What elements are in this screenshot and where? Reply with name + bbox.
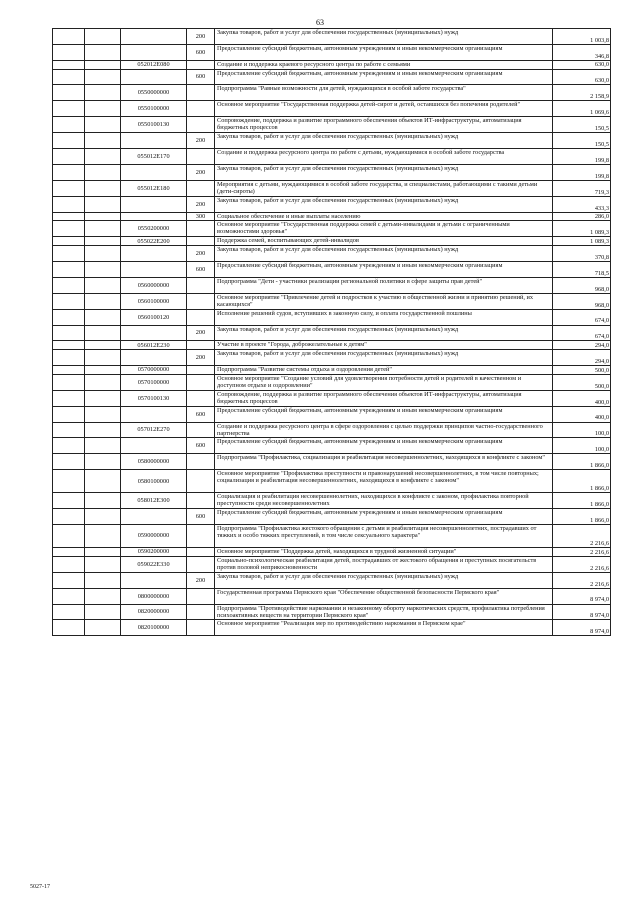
table-row [53, 29, 611, 45]
amount-cell: 2 216,6 [553, 525, 611, 548]
target-code-cell [121, 133, 187, 149]
blank-cell [85, 29, 121, 45]
expense-type-cell: 600 [187, 44, 215, 60]
description-cell: Социализация и реабилитация несовершеннолетних, находящихся в конфликте с законом, профилактика повторной преступности среди несовершеннолетних [215, 493, 553, 509]
amount-cell: 346,8 [553, 44, 611, 60]
target-code-cell: 0570000000 [121, 366, 187, 375]
expense-type-cell [187, 588, 215, 604]
table-row [53, 101, 611, 117]
blank-cell [53, 180, 85, 196]
table-row [53, 556, 611, 572]
table-row [53, 493, 611, 509]
expense-type-cell: 200 [187, 246, 215, 262]
target-code-cell: 056012E230 [121, 341, 187, 350]
target-code-cell [121, 246, 187, 262]
blank-cell [85, 350, 121, 366]
table-row [53, 325, 611, 341]
blank-cell [85, 422, 121, 438]
description-cell: Закупка товаров, работ и услуг для обеспечения государственных (муниципальных) нужд [215, 196, 553, 212]
blank-cell [53, 117, 85, 133]
description-cell: Основное мероприятие "Реализация мер по противодействию наркомании в Пермском крае" [215, 620, 553, 636]
description-cell: Закупка товаров, работ и услуг для обеспечения государственных (муниципальных) нужд [215, 572, 553, 588]
blank-cell [53, 149, 85, 165]
target-code-cell: 0580100000 [121, 470, 187, 493]
target-code-cell: 0580000000 [121, 454, 187, 470]
expense-type-cell [187, 390, 215, 406]
description-cell: Подпрограмма "Развитие системы отдыха и оздоровления детей" [215, 366, 553, 375]
expense-type-cell: 200 [187, 350, 215, 366]
blank-cell [85, 325, 121, 341]
blank-cell [53, 366, 85, 375]
table-row [53, 422, 611, 438]
blank-cell [53, 221, 85, 237]
table-row [53, 212, 611, 221]
blank-cell [85, 221, 121, 237]
blank-cell [53, 237, 85, 246]
expense-type-cell [187, 422, 215, 438]
blank-cell [53, 293, 85, 309]
blank-cell [85, 438, 121, 454]
table-row [53, 309, 611, 325]
blank-cell [53, 101, 85, 117]
blank-cell [53, 620, 85, 636]
description-cell: Подпрограмма "Профилактика жестокого обращения с детьми и реабилитация несовершеннолетних, пострадавших от тяжких и особо тяжких преступлений, в том числе сексуального характера" [215, 525, 553, 548]
blank-cell [85, 133, 121, 149]
description-cell: Сопровождение, поддержка и развитие программного обеспечения объектов ИТ-инфраструктуры, автоматизация бюджетных процессов [215, 390, 553, 406]
blank-cell [53, 341, 85, 350]
expense-type-cell: 600 [187, 406, 215, 422]
table-row [53, 180, 611, 196]
blank-cell [85, 572, 121, 588]
expense-type-cell: 200 [187, 196, 215, 212]
blank-cell [53, 556, 85, 572]
description-cell: Создание и поддержка ресурсного центра в сфере оздоровления с целью поддержки принципов частно-государственного партнерства [215, 422, 553, 438]
blank-cell [53, 604, 85, 620]
blank-cell [53, 470, 85, 493]
target-code-cell: 055012E170 [121, 149, 187, 165]
amount-cell: 100,0 [553, 438, 611, 454]
target-code-cell: 055012E180 [121, 180, 187, 196]
expense-type-cell [187, 366, 215, 375]
blank-cell [85, 470, 121, 493]
target-code-cell: 0550100130 [121, 117, 187, 133]
expense-type-cell: 600 [187, 509, 215, 525]
target-code-cell [121, 325, 187, 341]
table-row [53, 406, 611, 422]
table-row [53, 350, 611, 366]
expense-type-cell [187, 454, 215, 470]
expense-type-cell [187, 237, 215, 246]
expense-type-cell: 200 [187, 164, 215, 180]
blank-cell [85, 101, 121, 117]
table-row [53, 438, 611, 454]
blank-cell [53, 309, 85, 325]
blank-cell [85, 44, 121, 60]
target-code-cell: 0820100000 [121, 620, 187, 636]
budget-table [52, 28, 611, 636]
description-cell: Основное мероприятие "Привлечение детей и подростков к участию в общественной жизни и принятию решений, их касающихся" [215, 293, 553, 309]
description-cell: Предоставление субсидий бюджетным, автономным учреждениям и иным некоммерческим организациям [215, 438, 553, 454]
target-code-cell [121, 406, 187, 422]
blank-cell [85, 604, 121, 620]
target-code-cell: 0570100000 [121, 374, 187, 390]
target-code-cell [121, 164, 187, 180]
amount-cell: 294,0 [553, 350, 611, 366]
expense-type-cell [187, 85, 215, 101]
target-code-cell: 0550000000 [121, 85, 187, 101]
target-code-cell [121, 509, 187, 525]
amount-cell: 8 974,0 [553, 588, 611, 604]
blank-cell [85, 293, 121, 309]
table-row [53, 85, 611, 101]
description-cell: Закупка товаров, работ и услуг для обеспечения государственных (муниципальных) нужд [215, 164, 553, 180]
amount-cell: 1 866,0 [553, 493, 611, 509]
blank-cell [53, 133, 85, 149]
amount-cell: 719,3 [553, 180, 611, 196]
table-row [53, 196, 611, 212]
description-cell: Подпрограмма "Профилактика, социализация и реабилитация несовершеннолетних, находящихся в конфликте с законом" [215, 454, 553, 470]
amount-cell: 294,0 [553, 341, 611, 350]
amount-cell: 1 866,0 [553, 454, 611, 470]
blank-cell [53, 44, 85, 60]
table-row [53, 246, 611, 262]
amount-cell: 968,0 [553, 277, 611, 293]
blank-cell [85, 374, 121, 390]
description-cell: Основное мероприятие "Создание условий для удовлетворения потребности детей и родителей в качественном и доступном отдыхе и оздоровлении" [215, 374, 553, 390]
budget-table-body [53, 29, 611, 636]
table-row [53, 117, 611, 133]
amount-cell: 1 069,6 [553, 101, 611, 117]
amount-cell: 718,5 [553, 261, 611, 277]
description-cell: Сопровождение, поддержка и развитие программного обеспечения объектов ИТ-инфраструктуры, автоматизация бюджетных процессов [215, 117, 553, 133]
expense-type-cell [187, 309, 215, 325]
table-row [53, 44, 611, 60]
table-row [53, 390, 611, 406]
amount-cell: 433,3 [553, 196, 611, 212]
amount-cell: 1 003,8 [553, 29, 611, 45]
table-row [53, 341, 611, 350]
amount-cell: 199,8 [553, 149, 611, 165]
blank-cell [85, 117, 121, 133]
blank-cell [53, 277, 85, 293]
amount-cell: 1 089,3 [553, 237, 611, 246]
expense-type-cell [187, 277, 215, 293]
description-cell: Основное мероприятие "Государственная поддержка детей-сирот и детей, оставшихся без попечения родителей" [215, 101, 553, 117]
blank-cell [53, 261, 85, 277]
blank-cell [53, 572, 85, 588]
amount-cell: 1 866,0 [553, 470, 611, 493]
blank-cell [85, 525, 121, 548]
amount-cell: 674,0 [553, 325, 611, 341]
target-code-cell [121, 29, 187, 45]
amount-cell: 400,0 [553, 390, 611, 406]
amount-cell: 199,8 [553, 164, 611, 180]
table-row [53, 366, 611, 375]
target-code-cell: 0550100000 [121, 101, 187, 117]
blank-cell [85, 493, 121, 509]
amount-cell: 500,0 [553, 366, 611, 375]
expense-type-cell: 600 [187, 69, 215, 85]
table-row [53, 525, 611, 548]
amount-cell: 370,8 [553, 246, 611, 262]
blank-cell [85, 164, 121, 180]
description-cell: Участие в проекте "Города, доброжелательные к детям" [215, 341, 553, 350]
table-row [53, 261, 611, 277]
expense-type-cell [187, 556, 215, 572]
description-cell: Поддержка семей, воспитывающих детей-инвалидов [215, 237, 553, 246]
description-cell: Предоставление субсидий бюджетным, автономным учреждениям и иным некоммерческим организациям [215, 406, 553, 422]
table-row [53, 470, 611, 493]
table-row [53, 149, 611, 165]
blank-cell [53, 493, 85, 509]
table-row [53, 572, 611, 588]
table-row [53, 69, 611, 85]
expense-type-cell [187, 470, 215, 493]
expense-type-cell [187, 525, 215, 548]
blank-cell [85, 261, 121, 277]
amount-cell: 150,5 [553, 133, 611, 149]
target-code-cell: 0800000000 [121, 588, 187, 604]
blank-cell [85, 366, 121, 375]
description-cell: Основное мероприятие "Профилактика преступности и правонарушений несовершеннолетних, в том числе повторных; социализация и реабилитация несовершеннолетних, находящихся в конфликте с законом" [215, 470, 553, 493]
blank-cell [53, 85, 85, 101]
expense-type-cell: 600 [187, 438, 215, 454]
amount-cell: 1 089,3 [553, 221, 611, 237]
target-code-cell: 0570100130 [121, 390, 187, 406]
blank-cell [53, 525, 85, 548]
description-cell: Предоставление субсидий бюджетным, автономным учреждениям и иным некоммерческим организациям [215, 261, 553, 277]
amount-cell: 2 158,9 [553, 85, 611, 101]
amount-cell: 400,0 [553, 406, 611, 422]
page-number: 63 [316, 18, 324, 27]
blank-cell [53, 390, 85, 406]
description-cell: Подпрограмма "Дети - участники реализации региональной политики в сфере защиты прав детей" [215, 277, 553, 293]
expense-type-cell: 300 [187, 212, 215, 221]
table-row [53, 60, 611, 69]
amount-cell: 630,0 [553, 60, 611, 69]
amount-cell: 2 216,6 [553, 556, 611, 572]
target-code-cell: 0550200000 [121, 221, 187, 237]
target-code-cell: 0560100120 [121, 309, 187, 325]
expense-type-cell [187, 493, 215, 509]
expense-type-cell [187, 149, 215, 165]
table-row [53, 548, 611, 557]
target-code-cell [121, 438, 187, 454]
description-cell: Мероприятия с детьми, нуждающимися в особой заботе государства, и специалистами, работающими с такими детьми (дети-сироты) [215, 180, 553, 196]
expense-type-cell [187, 374, 215, 390]
blank-cell [53, 406, 85, 422]
target-code-cell: 058012E300 [121, 493, 187, 509]
description-cell: Основное мероприятие "Государственная поддержка семей с детьми-инвалидами и детьми с ограниченными возможностями здоровья" [215, 221, 553, 237]
amount-cell: 8 974,0 [553, 604, 611, 620]
target-code-cell: 0560100000 [121, 293, 187, 309]
blank-cell [85, 180, 121, 196]
table-row [53, 454, 611, 470]
blank-cell [53, 60, 85, 69]
target-code-cell: 0590000000 [121, 525, 187, 548]
blank-cell [85, 85, 121, 101]
amount-cell: 1 866,0 [553, 509, 611, 525]
blank-cell [85, 196, 121, 212]
target-code-cell: 0560000000 [121, 277, 187, 293]
blank-cell [53, 454, 85, 470]
blank-cell [85, 60, 121, 69]
blank-cell [85, 69, 121, 85]
blank-cell [53, 69, 85, 85]
blank-cell [85, 277, 121, 293]
expense-type-cell [187, 548, 215, 557]
blank-cell [85, 390, 121, 406]
expense-type-cell [187, 341, 215, 350]
expense-type-cell [187, 60, 215, 69]
target-code-cell: 057012E270 [121, 422, 187, 438]
blank-cell [85, 548, 121, 557]
expense-type-cell: 600 [187, 261, 215, 277]
description-cell: Подпрограмма "Равные возможности для детей, нуждающихся в особой заботе государства" [215, 85, 553, 101]
target-code-cell: 0590200000 [121, 548, 187, 557]
amount-cell: 968,0 [553, 293, 611, 309]
description-cell: Закупка товаров, работ и услуг для обеспечения государственных (муниципальных) нужд [215, 246, 553, 262]
blank-cell [85, 556, 121, 572]
blank-cell [53, 212, 85, 221]
blank-cell [85, 588, 121, 604]
table-row [53, 374, 611, 390]
blank-cell [53, 350, 85, 366]
blank-cell [53, 246, 85, 262]
blank-cell [85, 212, 121, 221]
blank-cell [53, 164, 85, 180]
expense-type-cell [187, 293, 215, 309]
description-cell: Подпрограмма "Противодействие наркомании и незаконному обороту наркотических средств, профилактика потребления психоактивных веществ на территории Пермского края" [215, 604, 553, 620]
table-row [53, 164, 611, 180]
blank-cell [53, 325, 85, 341]
target-code-cell [121, 69, 187, 85]
target-code-cell: 055022E200 [121, 237, 187, 246]
expense-type-cell [187, 117, 215, 133]
table-row [53, 133, 611, 149]
amount-cell: 286,0 [553, 212, 611, 221]
target-code-cell [121, 196, 187, 212]
expense-type-cell: 200 [187, 325, 215, 341]
target-code-cell [121, 572, 187, 588]
amount-cell: 674,0 [553, 309, 611, 325]
description-cell: Закупка товаров, работ и услуг для обеспечения государственных (муниципальных) нужд [215, 29, 553, 45]
expense-type-cell [187, 180, 215, 196]
description-cell: Социально-психологическая реабилитация детей, пострадавших от жестокого обращения и преступных посягательств против половой неприкосновенности [215, 556, 553, 572]
target-code-cell: 052012E080 [121, 60, 187, 69]
target-code-cell: 0820000000 [121, 604, 187, 620]
table-row [53, 221, 611, 237]
target-code-cell: 059022E330 [121, 556, 187, 572]
target-code-cell [121, 44, 187, 60]
amount-cell: 150,5 [553, 117, 611, 133]
description-cell: Закупка товаров, работ и услуг для обеспечения государственных (муниципальных) нужд [215, 350, 553, 366]
description-cell: Предоставление субсидий бюджетным, автономным учреждениям и иным некоммерческим организациям [215, 509, 553, 525]
blank-cell [53, 374, 85, 390]
expense-type-cell [187, 221, 215, 237]
table-row [53, 620, 611, 636]
description-cell: Государственная программа Пермского края "Обеспечение общественной безопасности Пермского края" [215, 588, 553, 604]
amount-cell: 500,0 [553, 374, 611, 390]
table-row [53, 237, 611, 246]
blank-cell [85, 246, 121, 262]
description-cell: Предоставление субсидий бюджетным, автономным учреждениям и иным некоммерческим организациям [215, 69, 553, 85]
blank-cell [85, 237, 121, 246]
expense-type-cell: 200 [187, 572, 215, 588]
expense-type-cell [187, 620, 215, 636]
description-cell: Закупка товаров, работ и услуг для обеспечения государственных (муниципальных) нужд [215, 133, 553, 149]
table-row [53, 509, 611, 525]
description-cell: Основное мероприятие "Поддержка детей, находящихся в трудной жизненной ситуации" [215, 548, 553, 557]
description-cell: Создание и поддержка краевого ресурсного центра по работе с семьями [215, 60, 553, 69]
footer-code: 5027-17 [30, 884, 50, 890]
target-code-cell [121, 261, 187, 277]
blank-cell [85, 454, 121, 470]
expense-type-cell: 200 [187, 29, 215, 45]
amount-cell: 630,0 [553, 69, 611, 85]
blank-cell [53, 29, 85, 45]
description-cell: Социальное обеспечение и иные выплаты населению [215, 212, 553, 221]
amount-cell: 8 974,0 [553, 620, 611, 636]
blank-cell [85, 309, 121, 325]
description-cell: Создание и поддержка ресурсного центра по работе с детьми, нуждающимися в особой заботе государства [215, 149, 553, 165]
blank-cell [53, 438, 85, 454]
blank-cell [53, 509, 85, 525]
blank-cell [85, 620, 121, 636]
blank-cell [53, 548, 85, 557]
blank-cell [85, 406, 121, 422]
table-row [53, 588, 611, 604]
expense-type-cell [187, 101, 215, 117]
blank-cell [85, 341, 121, 350]
amount-cell: 100,0 [553, 422, 611, 438]
target-code-cell [121, 350, 187, 366]
table-row [53, 604, 611, 620]
expense-type-cell [187, 604, 215, 620]
description-cell: Предоставление субсидий бюджетным, автономным учреждениям и иным некоммерческим организациям [215, 44, 553, 60]
table-row [53, 293, 611, 309]
blank-cell [53, 588, 85, 604]
blank-cell [53, 422, 85, 438]
amount-cell: 2 216,6 [553, 572, 611, 588]
expense-type-cell: 200 [187, 133, 215, 149]
blank-cell [85, 509, 121, 525]
description-cell: Исполнение решений судов, вступивших в законную силу, и оплата государственной пошлины [215, 309, 553, 325]
description-cell: Закупка товаров, работ и услуг для обеспечения государственных (муниципальных) нужд [215, 325, 553, 341]
target-code-cell [121, 212, 187, 221]
blank-cell [53, 196, 85, 212]
amount-cell: 2 216,6 [553, 548, 611, 557]
table-row [53, 277, 611, 293]
blank-cell [85, 149, 121, 165]
